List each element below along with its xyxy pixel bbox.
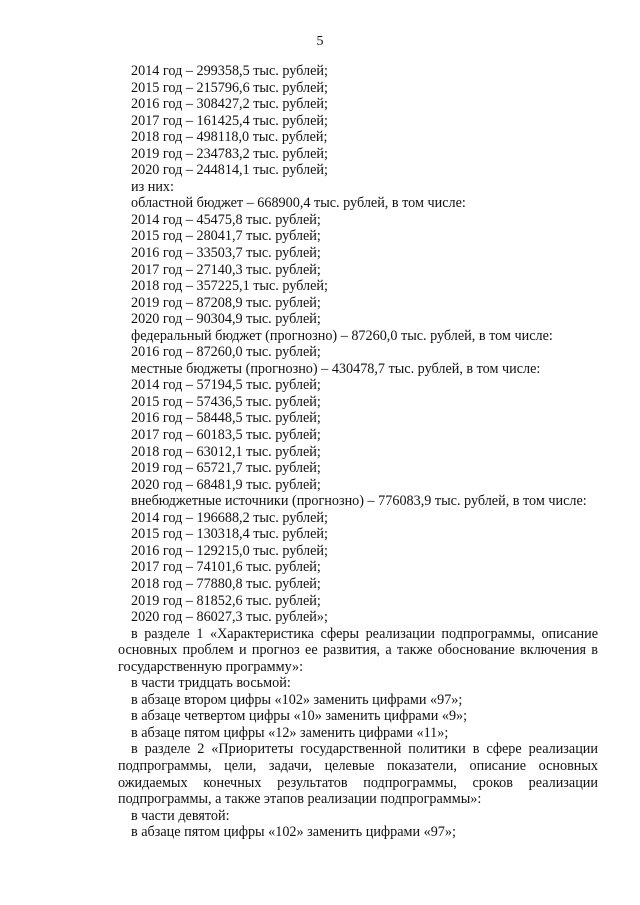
text-line: 2018 год – 357225,1 тыс. рублей; [131, 278, 328, 295]
text-line: 2017 год – 74101,6 тыс. рублей; [131, 559, 321, 576]
text-line: 2014 год – 299358,5 тыс. рублей; [131, 63, 328, 79]
text-line: 2020 год – 68481,9 тыс. рублей; [131, 476, 321, 493]
text-line: 2016 год – 87260,0 тыс. рублей; [131, 344, 321, 361]
text-line: 2019 год – 65721,7 тыс. рублей; [131, 460, 321, 477]
text-line: 2016 год – 308427,2 тыс. рублей; [131, 96, 328, 113]
text-line: в абзаце четвертом цифры «10» заменить цифрами «9»; [131, 708, 468, 725]
text-line: 2014 год – 196688,2 тыс. рублей; [131, 509, 328, 526]
text-line: 2017 год – 60183,5 тыс. рублей; [131, 427, 321, 444]
amendment-lines-part-9 [118, 808, 598, 841]
page-number: 5 [316, 34, 324, 49]
text-line: 2016 год – 33503,7 тыс. рублей; [131, 245, 321, 262]
text-line: из них: [131, 178, 174, 195]
text-line: в абзаце пятом цифры «12» заменить цифрами «11»; [131, 724, 449, 741]
text-line: 2019 год – 81852,6 тыс. рублей; [131, 592, 321, 609]
text-line: 2015 год – 130318,4 тыс. рублей; [131, 526, 328, 543]
text-line: 2014 год – 57194,5 тыс. рублей; [131, 377, 321, 394]
text-line: 2018 год – 77880,8 тыс. рублей; [131, 575, 321, 592]
text-line: в абзаце втором цифры «102» заменить цифрами «97»; [131, 691, 463, 708]
budget-lines [118, 63, 598, 626]
text-line: 2019 год – 234783,2 тыс. рублей; [131, 145, 328, 162]
text-line: 2015 год – 28041,7 тыс. рублей; [131, 228, 321, 245]
paragraph-section-1: в разделе 1 «Характеристика сферы реализации подпрограммы, описание основных проблем и прогноз ее развития, а также обоснование включения в государственную программу»: [118, 625, 598, 675]
text-line: федеральный бюджет (прогнозно) – 87260,0 тыс. рублей, в том числе: [131, 327, 553, 344]
text-line: 2020 год – 86027,3 тыс. рублей»; [131, 609, 328, 626]
text-line: в части девятой: [131, 807, 230, 824]
text-line: внебюджетные источники (прогнозно) – 776083,9 тыс. рублей, в том числе: [131, 493, 587, 510]
text-line: 2018 год – 498118,0 тыс. рублей; [131, 129, 328, 146]
text-line: местные бюджеты (прогнозно) – 430478,7 тыс. рублей, в том числе: [131, 360, 541, 377]
text-line: в абзаце пятом цифры «102» заменить цифрами «97»; [131, 824, 456, 841]
document-body [118, 63, 598, 841]
text-line: 2020 год – 244814,1 тыс. рублей; [131, 162, 328, 179]
text-line: 2017 год – 27140,3 тыс. рублей; [131, 261, 321, 278]
text-line: 2018 год – 63012,1 тыс. рублей; [131, 443, 321, 460]
paragraph-section-2: в разделе 2 «Приоритеты государственной политики в сфере реализации подпрограммы, цели, задачи, целевые показатели, описание основных ожидаемых конечных результатов подпрограммы, сроков реализации подпрограммы, а также этапов реализации подпрограммы»: [118, 741, 598, 808]
text-line: 2015 год – 57436,5 тыс. рублей; [131, 393, 321, 410]
text-line: 2014 год – 45475,8 тыс. рублей; [131, 211, 321, 228]
text-line: областной бюджет – 668900,4 тыс. рублей, в том числе: [131, 195, 466, 212]
text-line: 2019 год – 87208,9 тыс. рублей; [131, 294, 321, 311]
amendment-lines-part-38 [118, 675, 598, 741]
text-line: 2020 год – 90304,9 тыс. рублей; [131, 311, 321, 328]
text-line: в части тридцать восьмой: [131, 675, 291, 692]
text-line: 2015 год – 215796,6 тыс. рублей; [131, 79, 328, 96]
text-line: 2017 год – 161425,4 тыс. рублей; [131, 112, 328, 129]
text-line: 2016 год – 129215,0 тыс. рублей; [131, 542, 328, 559]
text-line: 2016 год – 58448,5 тыс. рублей; [131, 410, 321, 427]
